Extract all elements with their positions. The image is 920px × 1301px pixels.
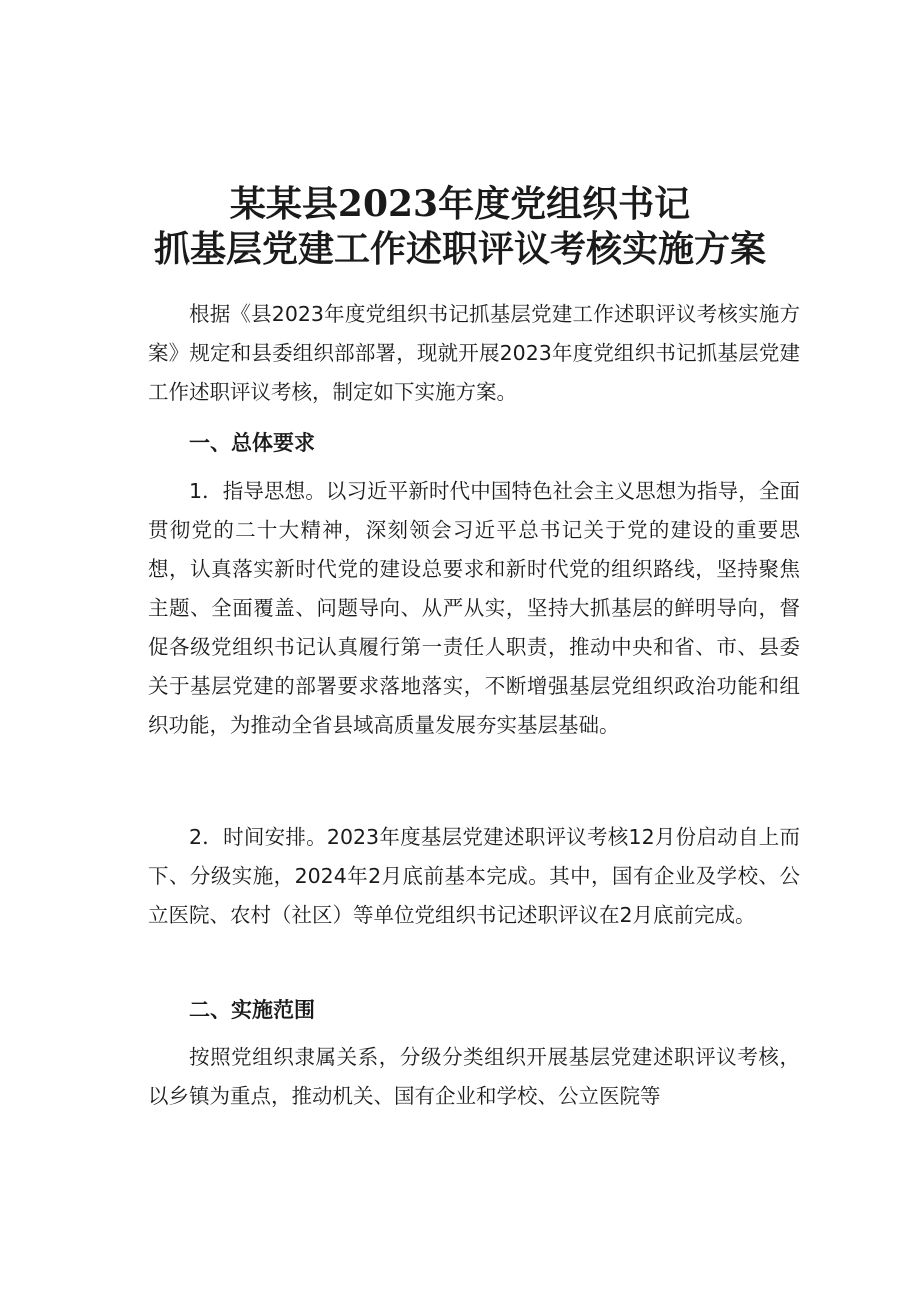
document-title-line-1: 某某县2023年度党组织书记	[229, 183, 691, 226]
paragraph-guiding-thought: 1．指导思想。以习近平新时代中国特色社会主义思想为指导，全面贯彻党的二十大精神，深刻领会习近平总书记关于党的建设的重要思想，认真落实新时代党的建设总要求和新时代党的组织路线，坚持聚焦主题、全面覆盖、问题导向、从严从实，坚持大抓基层的鲜明导向，督促各级党组织书记认真履行第一责任人职责，推动中央和省、市、县委关于基层党建的部署要求落地落实，不断增强基层党组织政治功能和组织功能，为推动全省县域高质量发展夯实基层基础。	[148, 479, 800, 737]
paragraph-scope: 按照党组织隶属关系，分级分类组织开展基层党建述职评议考核，以乡镇为重点，推动机关、国有企业和学校、公立医院等	[148, 1045, 800, 1108]
paragraph-schedule: 2．时间安排。2023年度基层党建述职评议考核12月份启动自上而下、分级实施，2024年2月底前基本完成。其中，国有企业及学校、公立医院、农村（社区）等单位党组织书记述职评议在2月底前完成。	[148, 825, 800, 927]
intro-paragraph: 根据《县2023年度党组织书记抓基层党建工作述职评议考核实施方案》规定和县委组织部部署，现就开展2023年度党组织书记抓基层党建工作述职评议考核，制定如下实施方案。	[148, 302, 800, 404]
section-heading-scope: 二、实施范围	[189, 998, 315, 1022]
document-title-line-2: 抓基层党建工作述职评议考核实施方案	[153, 228, 766, 271]
section-heading-general-requirements: 一、总体要求	[189, 431, 315, 455]
